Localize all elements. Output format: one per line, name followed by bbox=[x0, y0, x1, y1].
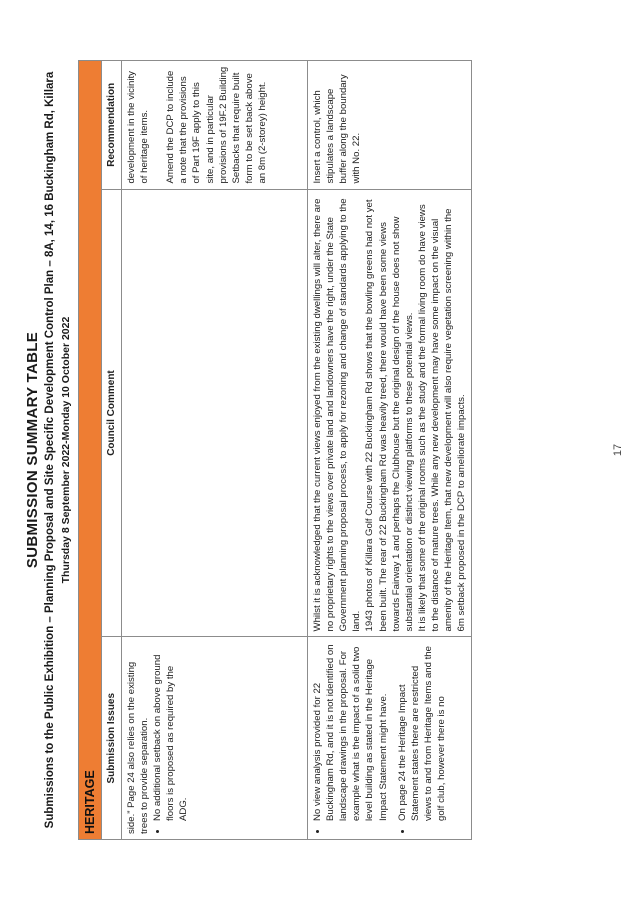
comment-paragraph: It is likely that some of the original rooms such as the study and the formal living room do have views to the distance of mature trees. While any new development may have some impact on the visual amenity of the Heritage Item, that new development will also require vegetation screening within the 6m setback proposed in the DCP to ameliorate impacts. bbox=[416, 204, 468, 632]
section-header-row bbox=[79, 61, 102, 840]
comment-cell bbox=[122, 189, 308, 637]
table-row bbox=[122, 61, 308, 840]
submission-summary-table bbox=[78, 60, 472, 840]
list-item: • On page 24 the Heritage Impact Statement states there are restricted views to and from Heritage Items and the golf club, however there is no bbox=[396, 642, 448, 821]
comment-paragraph: Whilst it is acknowledged that the current views enjoyed from the existing dwellings will alter, there are no proprietary rights to the views over private land and landowners have the right, under the State Government planning proposal process, to apply for rezoning and change of standards applying to the land. bbox=[312, 198, 363, 632]
column-header-issues: Submission Issues bbox=[102, 637, 122, 840]
column-header-recommendation: Recommendation bbox=[102, 61, 122, 190]
issues-cell bbox=[308, 637, 472, 840]
comment-paragraph: 1943 photos of Killara Golf Course with 22 Buckingham Rd shows that the bowling greens had not yet been built. The rear of 22 Buckingham Rd was heavily treed, there would have been some views towards Fairway 1 and perhaps the Clubhouse but the original design of the house does not show substantial orientation or distinct viewing platforms to these potential views. bbox=[364, 199, 415, 632]
recommendation-cell bbox=[308, 61, 472, 190]
column-header-row bbox=[102, 61, 122, 840]
comment-cell bbox=[308, 189, 472, 637]
issues-cell bbox=[122, 637, 308, 840]
page-subtitle: Submissions to the Public Exhibition – Planning Proposal and Site Specific Development Control Plan – 8A, 14, 16 Buckingham Rd, Killara bbox=[44, 71, 56, 829]
table-row bbox=[308, 61, 472, 840]
recommendation-text: Insert a control, which stipulates a landscape buffer along the boundary with No. 22. bbox=[312, 74, 363, 184]
section-heading: HERITAGE bbox=[79, 61, 102, 840]
page-title: SUBMISSION SUMMARY TABLE bbox=[24, 331, 41, 569]
exhibition-dates: Thursday 8 September 2022-Monday 10 October 2022 bbox=[60, 316, 72, 584]
issues-list bbox=[151, 642, 190, 834]
issues-text: side.” Page 24 also relies on the existing trees to provide separation. bbox=[126, 661, 151, 834]
list-item: • No view analysis provided for 22 Buckingham Rd, and it is not identified on landscape drawings in the proposal. For example what is the impact of a solid two level building as stated in the Heritage Impact Statement might have. bbox=[311, 642, 390, 821]
page-number: 17 bbox=[612, 443, 624, 457]
recommendation-cell bbox=[122, 61, 308, 190]
column-header-comment: Council Comment bbox=[102, 189, 122, 637]
issues-list bbox=[311, 642, 448, 834]
list-item: • No additional setback on above ground floors is proposed as required by the ADG. bbox=[151, 642, 190, 821]
recommendation-text: Amend the DCP to include a note that the provisions of Part 19F apply to this site, and in particular provisions of 19F.2 Building Setbacks that require built form to be set back above an 8m (2-storey) height. bbox=[165, 66, 268, 184]
recommendation-text: development in the vicinity of heritage items. bbox=[126, 71, 151, 184]
